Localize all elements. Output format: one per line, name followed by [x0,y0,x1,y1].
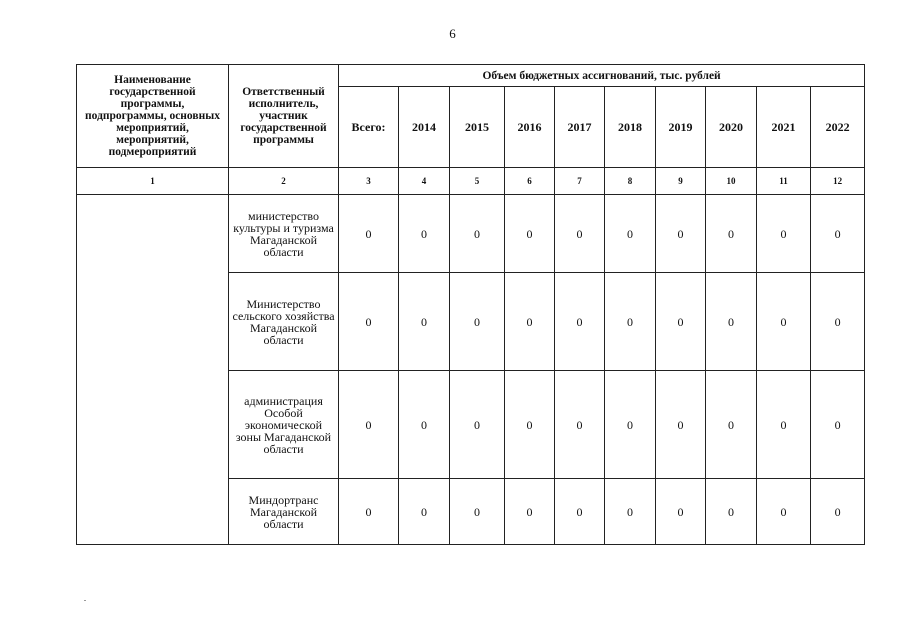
value-cell: 0 [505,371,555,479]
value-cell: 0 [605,371,656,479]
program-name-cell [77,195,229,545]
value-cell: 0 [505,479,555,545]
column-number: 3 [339,168,399,195]
column-number: 10 [706,168,757,195]
executor-cell: Министерство сельского хозяйства Магаданской области [229,273,339,371]
value-cell: 0 [656,479,706,545]
column-number: 2 [229,168,339,195]
value-cell: 0 [399,479,450,545]
value-cell: 0 [339,195,399,273]
page-number: 6 [449,26,456,41]
value-cell: 0 [555,273,605,371]
value-cell: 0 [605,479,656,545]
scan-speck [84,600,86,601]
value-cell: 0 [757,479,811,545]
value-cell: 0 [757,371,811,479]
column-number: 4 [399,168,450,195]
header-year-2014: 2014 [399,87,450,168]
value-cell: 0 [656,195,706,273]
value-cell: 0 [555,479,605,545]
value-cell: 0 [555,371,605,479]
value-cell: 0 [706,273,757,371]
header-budget-group: Объем бюджетных ассигнований, тыс. рублей [339,65,865,87]
column-number: 9 [656,168,706,195]
value-cell: 0 [706,479,757,545]
value-cell: 0 [656,273,706,371]
value-cell: 0 [450,371,505,479]
header-executor-column: Ответственный исполнитель, участник государственной программы [229,65,339,168]
header-year-2021: 2021 [757,87,811,168]
value-cell: 0 [399,273,450,371]
header-year-2017: 2017 [555,87,605,168]
header-year-2016: 2016 [505,87,555,168]
executor-cell: администрация Особой экономической зоны Магаданской области [229,371,339,479]
executor-cell: Миндортранс Магаданской области [229,479,339,545]
header-year-2020: 2020 [706,87,757,168]
header-total: Всего: [339,87,399,168]
value-cell: 0 [399,371,450,479]
value-cell: 0 [811,371,865,479]
value-cell: 0 [757,195,811,273]
value-cell: 0 [811,273,865,371]
column-number: 1 [77,168,229,195]
value-cell: 0 [450,479,505,545]
column-number: 12 [811,168,865,195]
value-cell: 0 [450,273,505,371]
executor-cell: министерство культуры и туризма Магаданской области [229,195,339,273]
value-cell: 0 [605,273,656,371]
column-number: 5 [450,168,505,195]
value-cell: 0 [605,195,656,273]
header-year-2022: 2022 [811,87,865,168]
budget-allocation-table [76,64,865,545]
value-cell: 0 [811,195,865,273]
header-year-2019: 2019 [656,87,706,168]
value-cell: 0 [505,195,555,273]
value-cell: 0 [450,195,505,273]
header-name-column: Наименование государственной программы, подпрограммы, основных мероприятий, мероприятий, подмероприятий [77,65,229,168]
value-cell: 0 [339,273,399,371]
column-number: 11 [757,168,811,195]
value-cell: 0 [555,195,605,273]
header-year-2018: 2018 [605,87,656,168]
value-cell: 0 [811,479,865,545]
column-number: 6 [505,168,555,195]
value-cell: 0 [706,371,757,479]
column-number: 8 [605,168,656,195]
value-cell: 0 [706,195,757,273]
value-cell: 0 [757,273,811,371]
value-cell: 0 [399,195,450,273]
value-cell: 0 [339,371,399,479]
value-cell: 0 [505,273,555,371]
value-cell: 0 [339,479,399,545]
value-cell: 0 [656,371,706,479]
column-number-row [77,168,865,195]
column-number: 7 [555,168,605,195]
header-year-2015: 2015 [450,87,505,168]
table-row [77,195,865,273]
